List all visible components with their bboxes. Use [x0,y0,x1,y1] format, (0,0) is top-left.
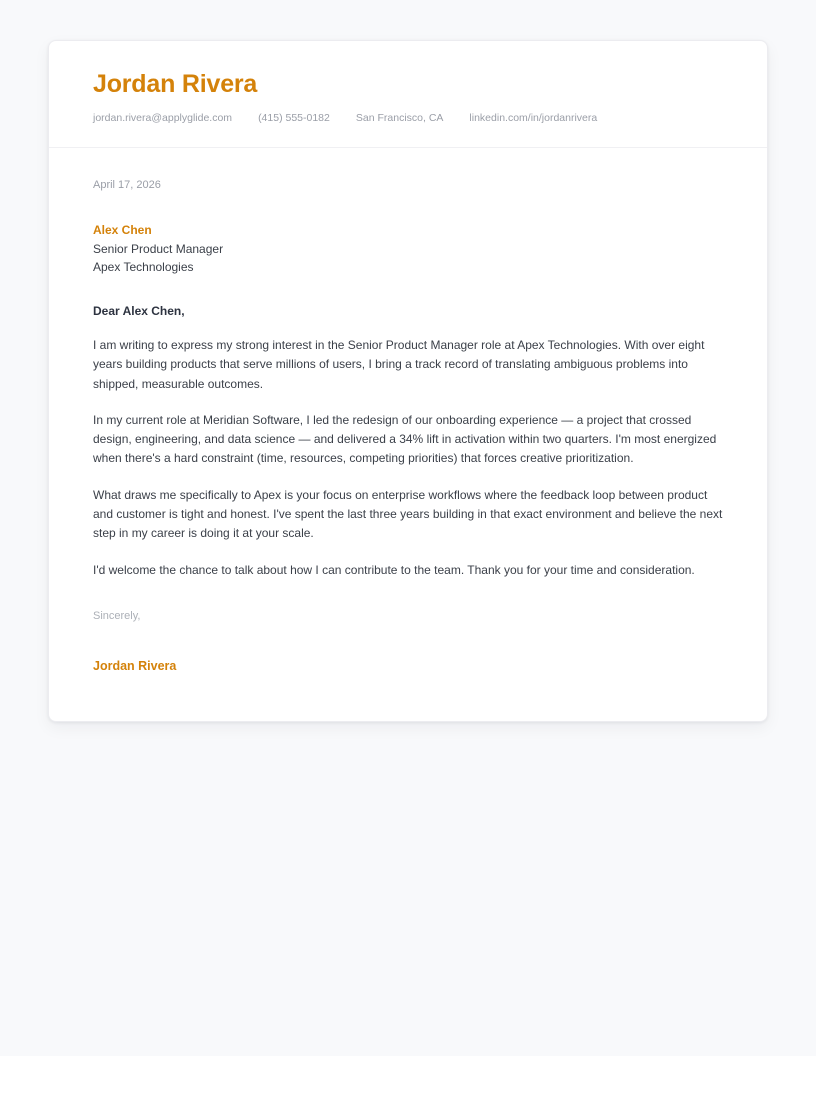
recipient-title: Senior Product Manager [93,242,224,256]
closing-line: Sincerely, [93,609,141,622]
cover-letter-card [48,40,768,722]
recipient-company: Apex Technologies [93,260,194,274]
signature-name: Jordan Rivera [93,658,177,673]
contact-phone[interactable]: (415) 555-0182 [258,112,330,124]
contact-location: San Francisco, CA [355,112,444,124]
recipient-block [93,221,723,276]
letter-paragraphs [93,336,723,580]
recipient-name: Alex Chen [93,223,152,237]
contact-linkedin[interactable]: linkedin.com/in/jordanrivera [469,112,598,124]
letterhead [49,41,767,148]
letter-paragraph: I'd welcome the chance to talk about how I can contribute to the team. Thank you for your time and consideration. [93,562,695,577]
letter-date: April 17, 2026 [93,179,161,191]
letter-paragraph: In my current role at Meridian Software, I led the redesign of our onboarding experience — a project that crossed design, engineering, and data science — and delivered a 34% lift in activation within two quarters. I'm most energized when there's a hard constraint (time, resources, competing priorities) that forces creative prioritization. [93,412,717,466]
letter-paragraph: What draws me specifically to Apex is your focus on enterprise workflows where the feedback loop between product and customer is tight and honest. I've spent the last three years building in that exact environment and believe the next step in my career is doing it at your scale. [93,487,723,541]
contact-email[interactable]: jordan.rivera@applyglide.com [93,112,233,124]
salutation: Dear Alex Chen, [93,304,185,318]
sender-name: Jordan Rivera [93,70,258,98]
letter-body [49,148,767,721]
letter-paragraph: I am writing to express my strong interest in the Senior Product Manager role at Apex Technologies. With over eight years building products that serve millions of users, I bring a track record of translating ambiguous problems into shipped, measurable outcomes. [93,338,705,391]
contact-row [93,111,723,125]
